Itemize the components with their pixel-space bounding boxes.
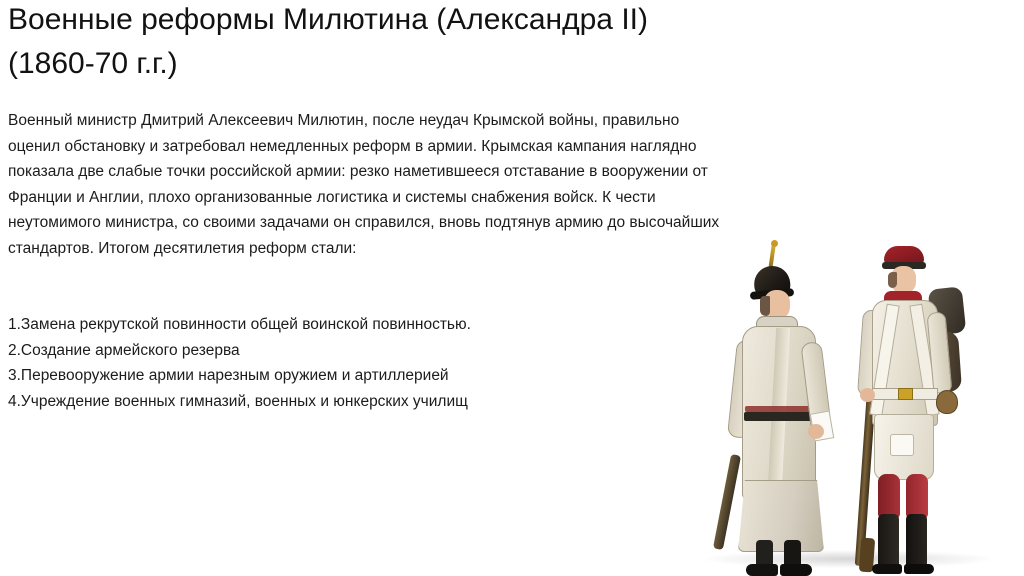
soldier-figure xyxy=(834,238,984,574)
soldier-left-boot xyxy=(878,514,899,570)
soldier-canteen xyxy=(936,390,958,414)
soldier-left-breech xyxy=(878,474,900,518)
officer-coat-skirt xyxy=(738,480,824,552)
body-text xyxy=(8,108,724,261)
soldier-left-sole xyxy=(872,564,902,574)
soldier-right-breech xyxy=(906,474,928,518)
soldiers-illustration xyxy=(686,224,1016,574)
officer-left-boot xyxy=(746,564,778,576)
page-title xyxy=(8,0,868,86)
soldier-belt-buckle xyxy=(898,388,913,400)
list-item: 4.Учреждение военных гимназий, военных и юнкерских училищ xyxy=(8,392,468,410)
soldier-right-sole xyxy=(904,564,934,574)
list-item: 3.Перевооружение армии нарезным оружием и артиллерией xyxy=(8,367,449,384)
soldier-cartridge-pouch xyxy=(890,434,914,456)
officer-right-boot xyxy=(780,564,812,576)
soldier-left-hand xyxy=(860,388,875,402)
body-paragraph: Военный министр Дмитрий Алексеевич Милютин, после неудач Крымской войны, правильно оценил обстановку и затребовал немедленных реформ в армии. Крымская кампания наглядно показала две слабые точки российской армии: резко наметившееся отставание в вооружении от Франции и Англии, плохо организованные логистика и системы снабжения войск. К чести неутомимого министра, со своими задачами он справился, вновь подтянув армию до высочайших стандартов. Итогом десятилетия реформ стали: xyxy=(8,112,720,257)
soldier-hair xyxy=(888,272,897,288)
list-item: 2.Создание армейского резерва xyxy=(8,341,240,359)
soldier-right-boot xyxy=(906,514,927,570)
reform-list xyxy=(8,312,724,414)
page-title-line-1: Военные реформы Милютина (Александра II) xyxy=(8,3,648,36)
list-item: 1.Замена рекрутской повинности общей воинской повинностью. xyxy=(8,316,471,333)
helmet-spike-icon xyxy=(771,240,778,247)
officer-right-hand xyxy=(808,424,824,439)
officer-figure xyxy=(708,244,848,574)
officer-sword xyxy=(713,454,741,550)
page-title-line-2: (1860-70 г.г.) xyxy=(8,47,178,80)
officer-sideburn xyxy=(760,296,770,316)
officer-belt xyxy=(744,412,812,421)
